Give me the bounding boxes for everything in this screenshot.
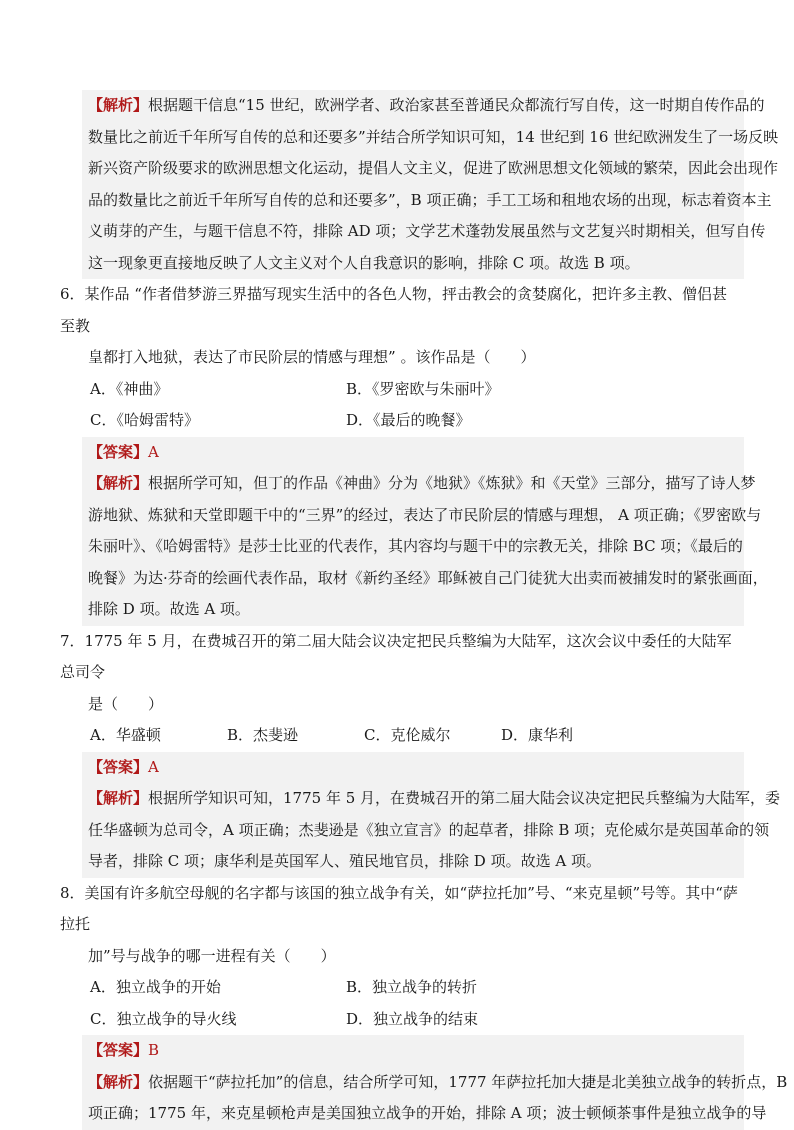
document-content <box>60 90 788 1130</box>
question-stem-line: 是（ ） <box>88 694 164 713</box>
question-7 <box>60 626 781 878</box>
analysis-tag: 【解析】 <box>88 1072 149 1091</box>
analysis-tag: 【解析】 <box>88 474 149 492</box>
answer-block-q6 <box>82 437 768 626</box>
analysis-line: 新兴资产阶级要求的欧洲思想文化运动，提倡人文主义，促进了欧洲思想文化领域的繁荣，因此会出现作 <box>88 159 779 177</box>
analysis-line: 游地狱、炼狱和天堂即题干中的“三界”的经过，表达了市民阶层的情感与理想， A 项正确；《罗密欧与 <box>88 505 762 524</box>
question-stem-line: 皇都打入地狱，表达了市民阶层的情感与理想” 。该作品是（ ） <box>88 348 536 366</box>
option-a: A．《神曲》 <box>90 379 169 398</box>
analysis-line: 【解析】根据题干信息“15 世纪，欧洲学者、政治家甚至普通民众都流行写自传，这一时期自传作品的 <box>88 96 765 114</box>
answer-block-q8 <box>82 1035 788 1130</box>
answer-tag: 【答案】 <box>88 757 149 776</box>
question-stem-line: 6．某作品 “作者借梦游三界描写现实生活中的各色人物，抨击教会的贪婪腐化，把许多主教、僧侣甚至教 <box>60 285 727 335</box>
analysis-line: 【解析】根据所学知识可知，1775 年 5 月，在费城召开的第二届大陆会议决定把民兵整编为大陆军，委 <box>88 789 781 807</box>
analysis-line: 排除 D 项。故选 A 项。 <box>88 600 250 618</box>
analysis-line: 这一现象更直接地反映了人文主义对个人自我意识的影响，排除 C 项。故选 B 项。 <box>88 253 640 272</box>
analysis-line: 义萌芽的产生，与题干信息不符，排除 AD 项；文学艺术蓬勃发展虽然与文艺复兴时期相关，但写自传 <box>88 222 766 240</box>
analysis-tag: 【解析】 <box>88 96 149 114</box>
answer-block-q7 <box>82 752 781 878</box>
analysis-line: 任华盛顿为总司令，A 项正确；杰斐逊是《独立宣言》的起草者，排除 B 项；克伦威尔是英国革命的领 <box>88 820 770 839</box>
answer-line <box>88 752 738 784</box>
option-d: D．《最后的晚餐》 <box>346 411 471 429</box>
analysis-block-q5 <box>82 90 779 279</box>
option-d: D．康华利 <box>501 726 574 744</box>
option-a: A．华盛顿 <box>90 726 161 744</box>
analysis-line: 朱丽叶》、《哈姆雷特》是莎士比亚的代表作，其内容均与题干中的宗教无关，排除 BC 项；《最后的 <box>88 537 743 555</box>
option-c: C．独立战争的导火线 <box>90 1009 237 1028</box>
question-stem-line: 7．1775 年 5 月，在费城召开的第二届大陆会议决定把民兵整编为大陆军，这次会议中委任的大陆军总司令 <box>60 631 732 681</box>
answer-value: A <box>148 757 159 776</box>
option-d: D．独立战争的结束 <box>346 1009 479 1028</box>
answer-tag: 【答案】 <box>88 1041 149 1059</box>
option-b: B．《罗密欧与朱丽叶》 <box>346 379 500 398</box>
question-8 <box>60 878 788 1130</box>
analysis-tag: 【解析】 <box>88 789 149 807</box>
analysis-line: 数量比之前近千年所写自传的总和还要多”并结合所学知识可知，14 世纪到 16 世纪欧洲发生了一场反映 <box>88 127 779 146</box>
analysis-line: 晚餐》为达·芬奇的绘画代表作品，取材《新约圣经》耶稣被自己门徒犹大出卖而被捕发时的紧张画面， <box>88 568 768 587</box>
option-b: B．杰斐逊 <box>227 726 299 744</box>
answer-line <box>88 437 738 469</box>
analysis-line: 项正确；1775 年，来克星顿枪声是美国独立战争的开始，排除 A 项；波士顿倾茶事件是独立战争的导 <box>88 1104 767 1122</box>
question-stem-line: 加”号与战争的哪一进程有关（ ） <box>88 946 336 965</box>
analysis-line: 【解析】根据所学可知，但丁的作品《神曲》分为《地狱》《炼狱》和《天堂》三部分，描写了诗人梦 <box>88 474 756 492</box>
analysis-line: 导者，排除 C 项；康华利是英国军人、殖民地官员，排除 D 项。故选 A 项。 <box>88 852 601 870</box>
options-row <box>88 972 738 1004</box>
option-b: B．独立战争的转折 <box>346 978 478 996</box>
answer-value: B <box>148 1041 160 1059</box>
option-c: C．克伦威尔 <box>364 726 451 744</box>
options-row <box>88 405 738 437</box>
answer-tag: 【答案】 <box>88 442 149 461</box>
options-row <box>88 1004 738 1036</box>
answer-line <box>88 1035 738 1067</box>
analysis-line: 品的数量比之前近千年所写自传的总和还要多”，B 项正确；手工工场和租地农场的出现，标志着资本主 <box>88 190 772 209</box>
answer-value: A <box>148 442 159 461</box>
options-row <box>88 374 738 406</box>
options-row <box>88 720 738 752</box>
question-stem-line: 8．美国有许多航空母舰的名字都与该国的独立战争有关，如“萨拉托加”号、“来克星顿”号等。其中“萨拉托 <box>60 883 738 933</box>
question-6 <box>60 279 768 626</box>
analysis-line: 【解析】依据题干“萨拉托加”的信息，结合所学可知，1777 年萨拉托加大捷是北美独立战争的转折点，B <box>88 1072 788 1091</box>
option-a: A．独立战争的开始 <box>90 978 221 996</box>
option-c: C．《哈姆雷特》 <box>90 411 199 429</box>
